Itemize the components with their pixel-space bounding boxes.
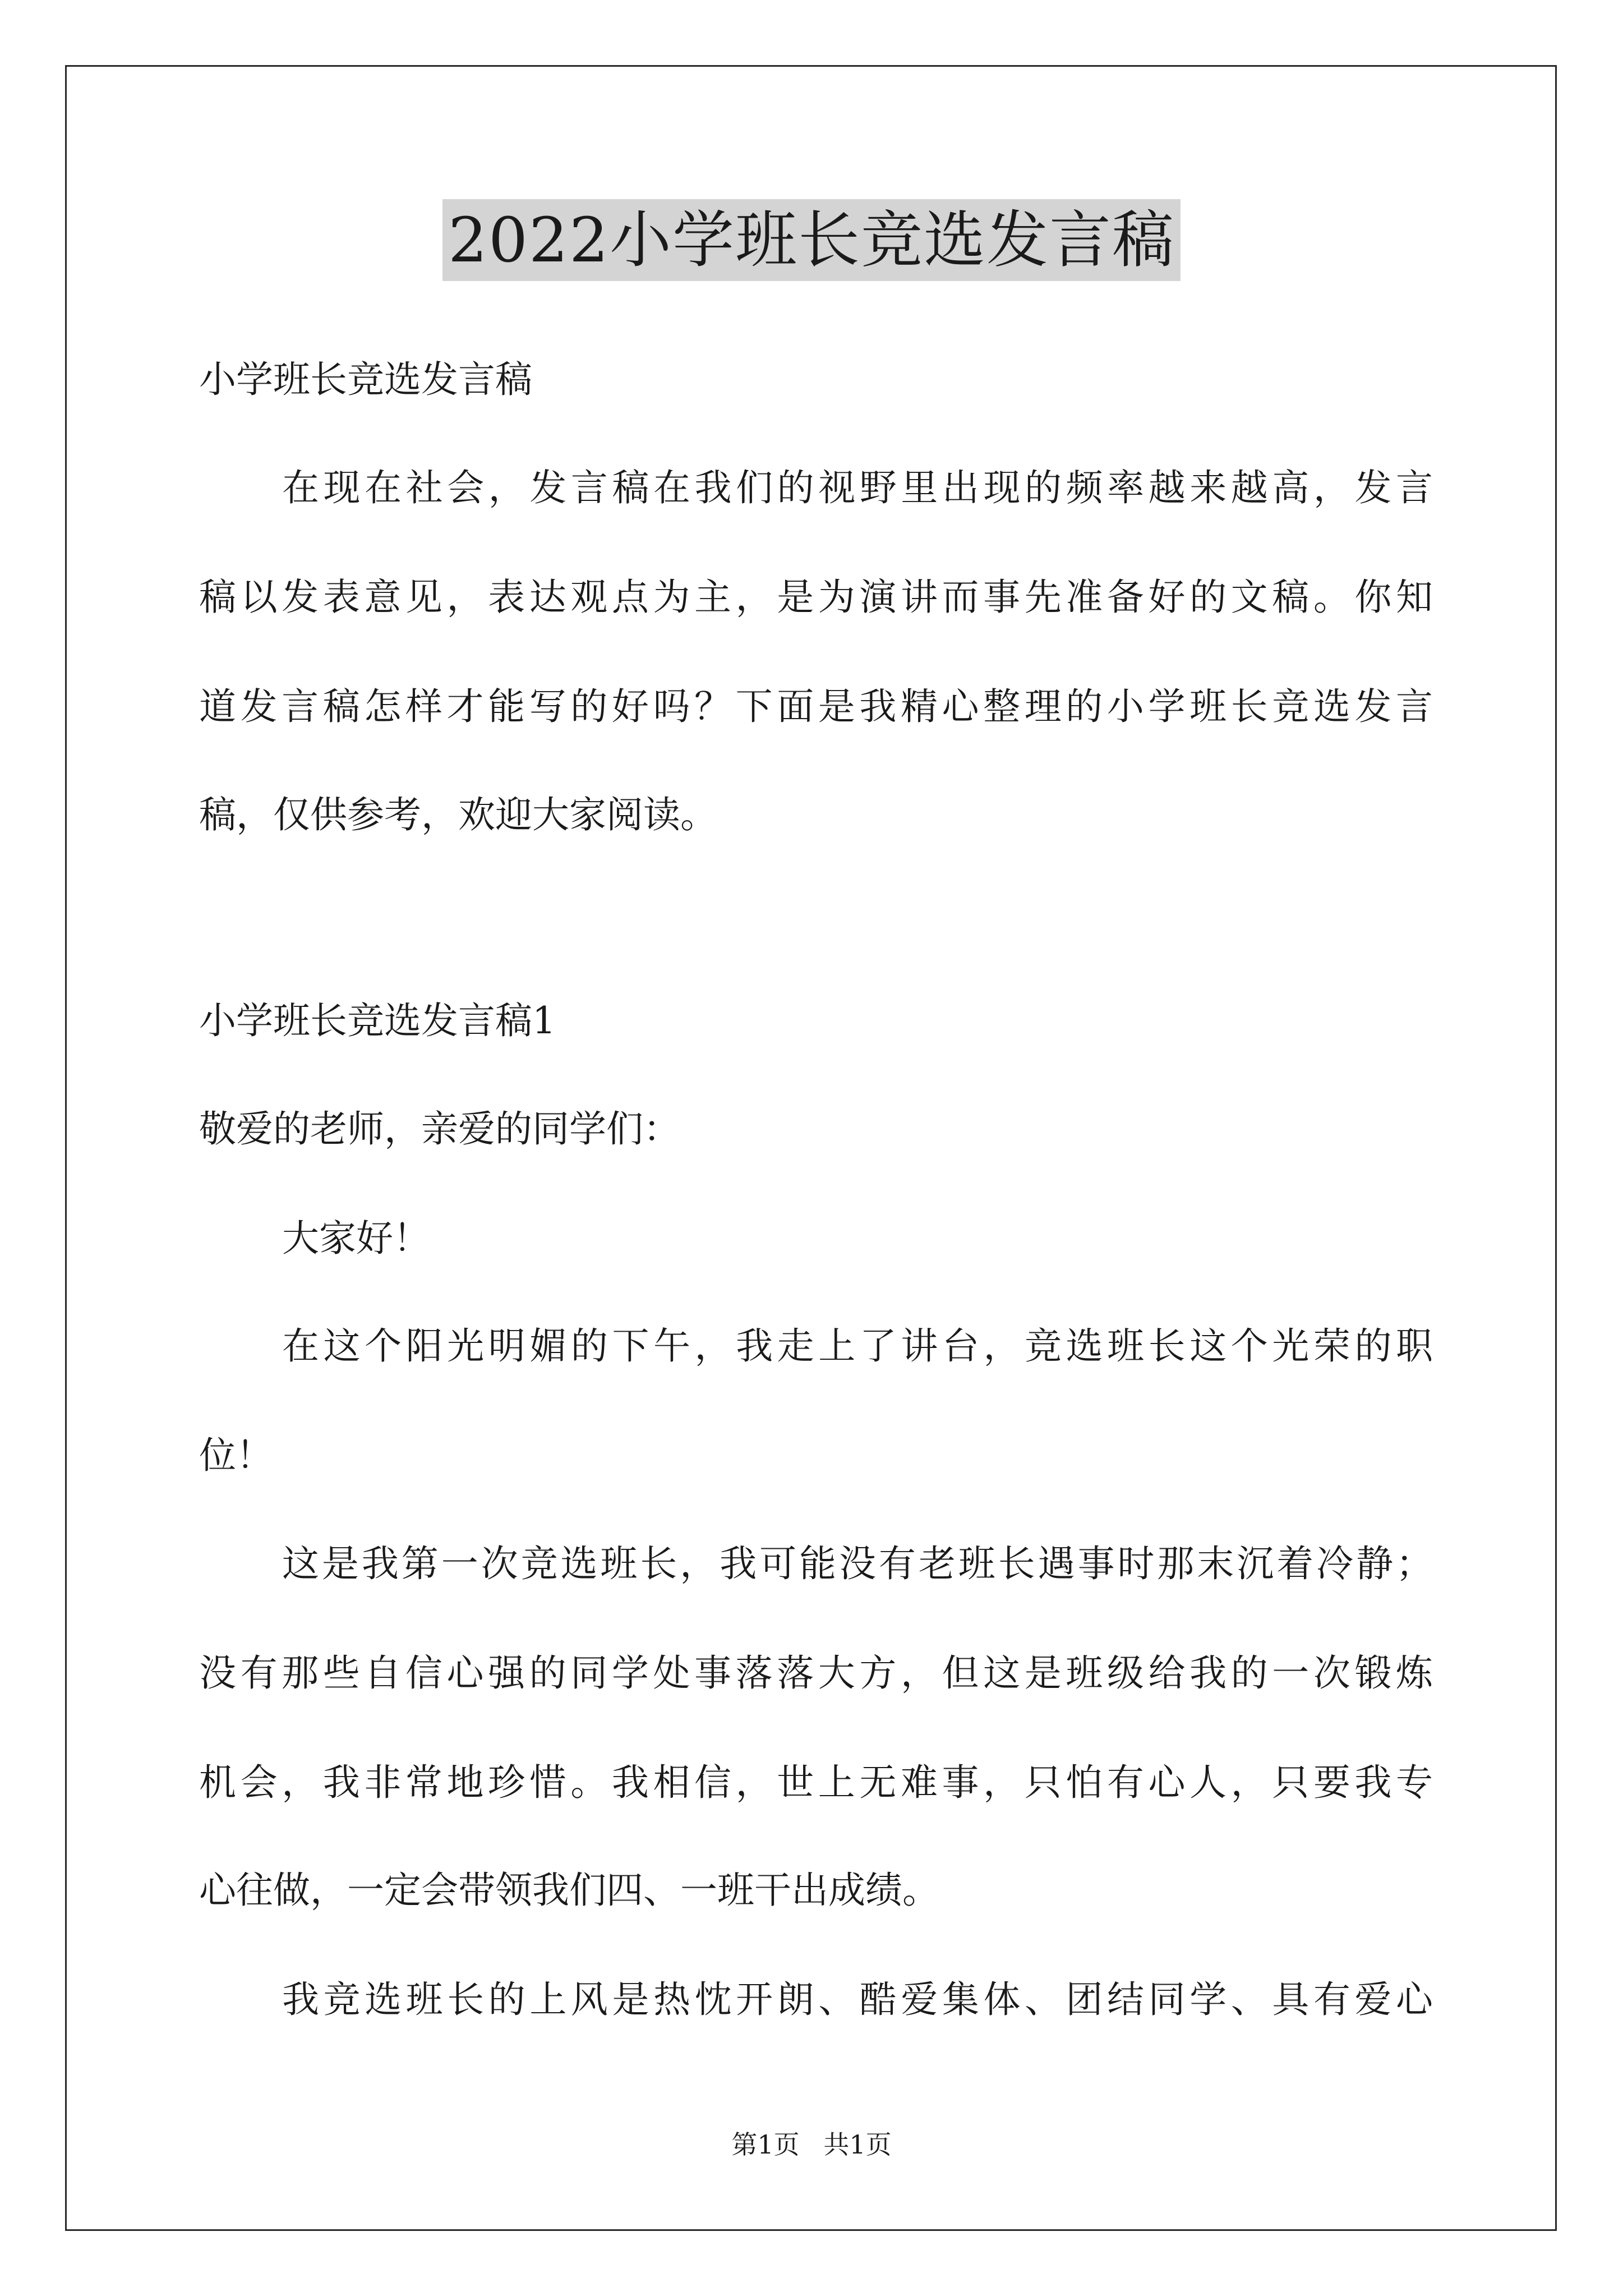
greeting-line: 大家好！ — [282, 1217, 430, 1260]
subtitle-line: 小学班长竞选发言稿 — [199, 358, 532, 401]
document-title: 2022小学班长竞选发言稿 — [442, 199, 1181, 281]
page-total: 共1页 — [823, 2129, 892, 2160]
intro-line-2: 稿以发表意见，表达观点为主，是为演讲而事先准备好的文稿。你知 — [199, 576, 1433, 619]
intro-line-3: 道发言稿怎样才能写的好吗？下面是我精心整理的小学班长竞选发言 — [199, 685, 1433, 728]
section-heading: 小学班长竞选发言稿1 — [199, 999, 556, 1042]
para1-line-1: 在这个阳光明媚的下午，我走上了讲台，竞选班长这个光荣的职 — [282, 1324, 1433, 1368]
para2-line-1: 这是我第一次竞选班长，我可能没有老班长遇事时那末沉着冷静； — [282, 1542, 1433, 1585]
page-number: 第1页 — [731, 2129, 800, 2160]
page-footer — [0, 2128, 1623, 2161]
intro-line-1: 在现在社会，发言稿在我们的视野里出现的频率越来越高，发言 — [282, 466, 1433, 509]
para3-line-1: 我竞选班长的上风是热忱开朗、酷爱集体、团结同学、具有爱心 — [282, 1978, 1433, 2021]
para2-line-3: 机会，我非常地珍惜。我相信，世上无难事，只怕有心人，只要我专 — [199, 1761, 1433, 1804]
para1-line-2: 位！ — [199, 1434, 273, 1477]
para2-line-2: 没有那些自信心强的同学处事落落大方，但这是班级给我的一次锻炼 — [199, 1651, 1433, 1695]
para2-line-4: 心往做，一定会带领我们四、一班干出成绩。 — [199, 1869, 939, 1912]
salutation-line: 敬爱的老师，亲爱的同学们： — [199, 1107, 680, 1151]
intro-line-4: 稿，仅供参考，欢迎大家阅读。 — [199, 793, 717, 836]
title-container — [0, 199, 1623, 281]
